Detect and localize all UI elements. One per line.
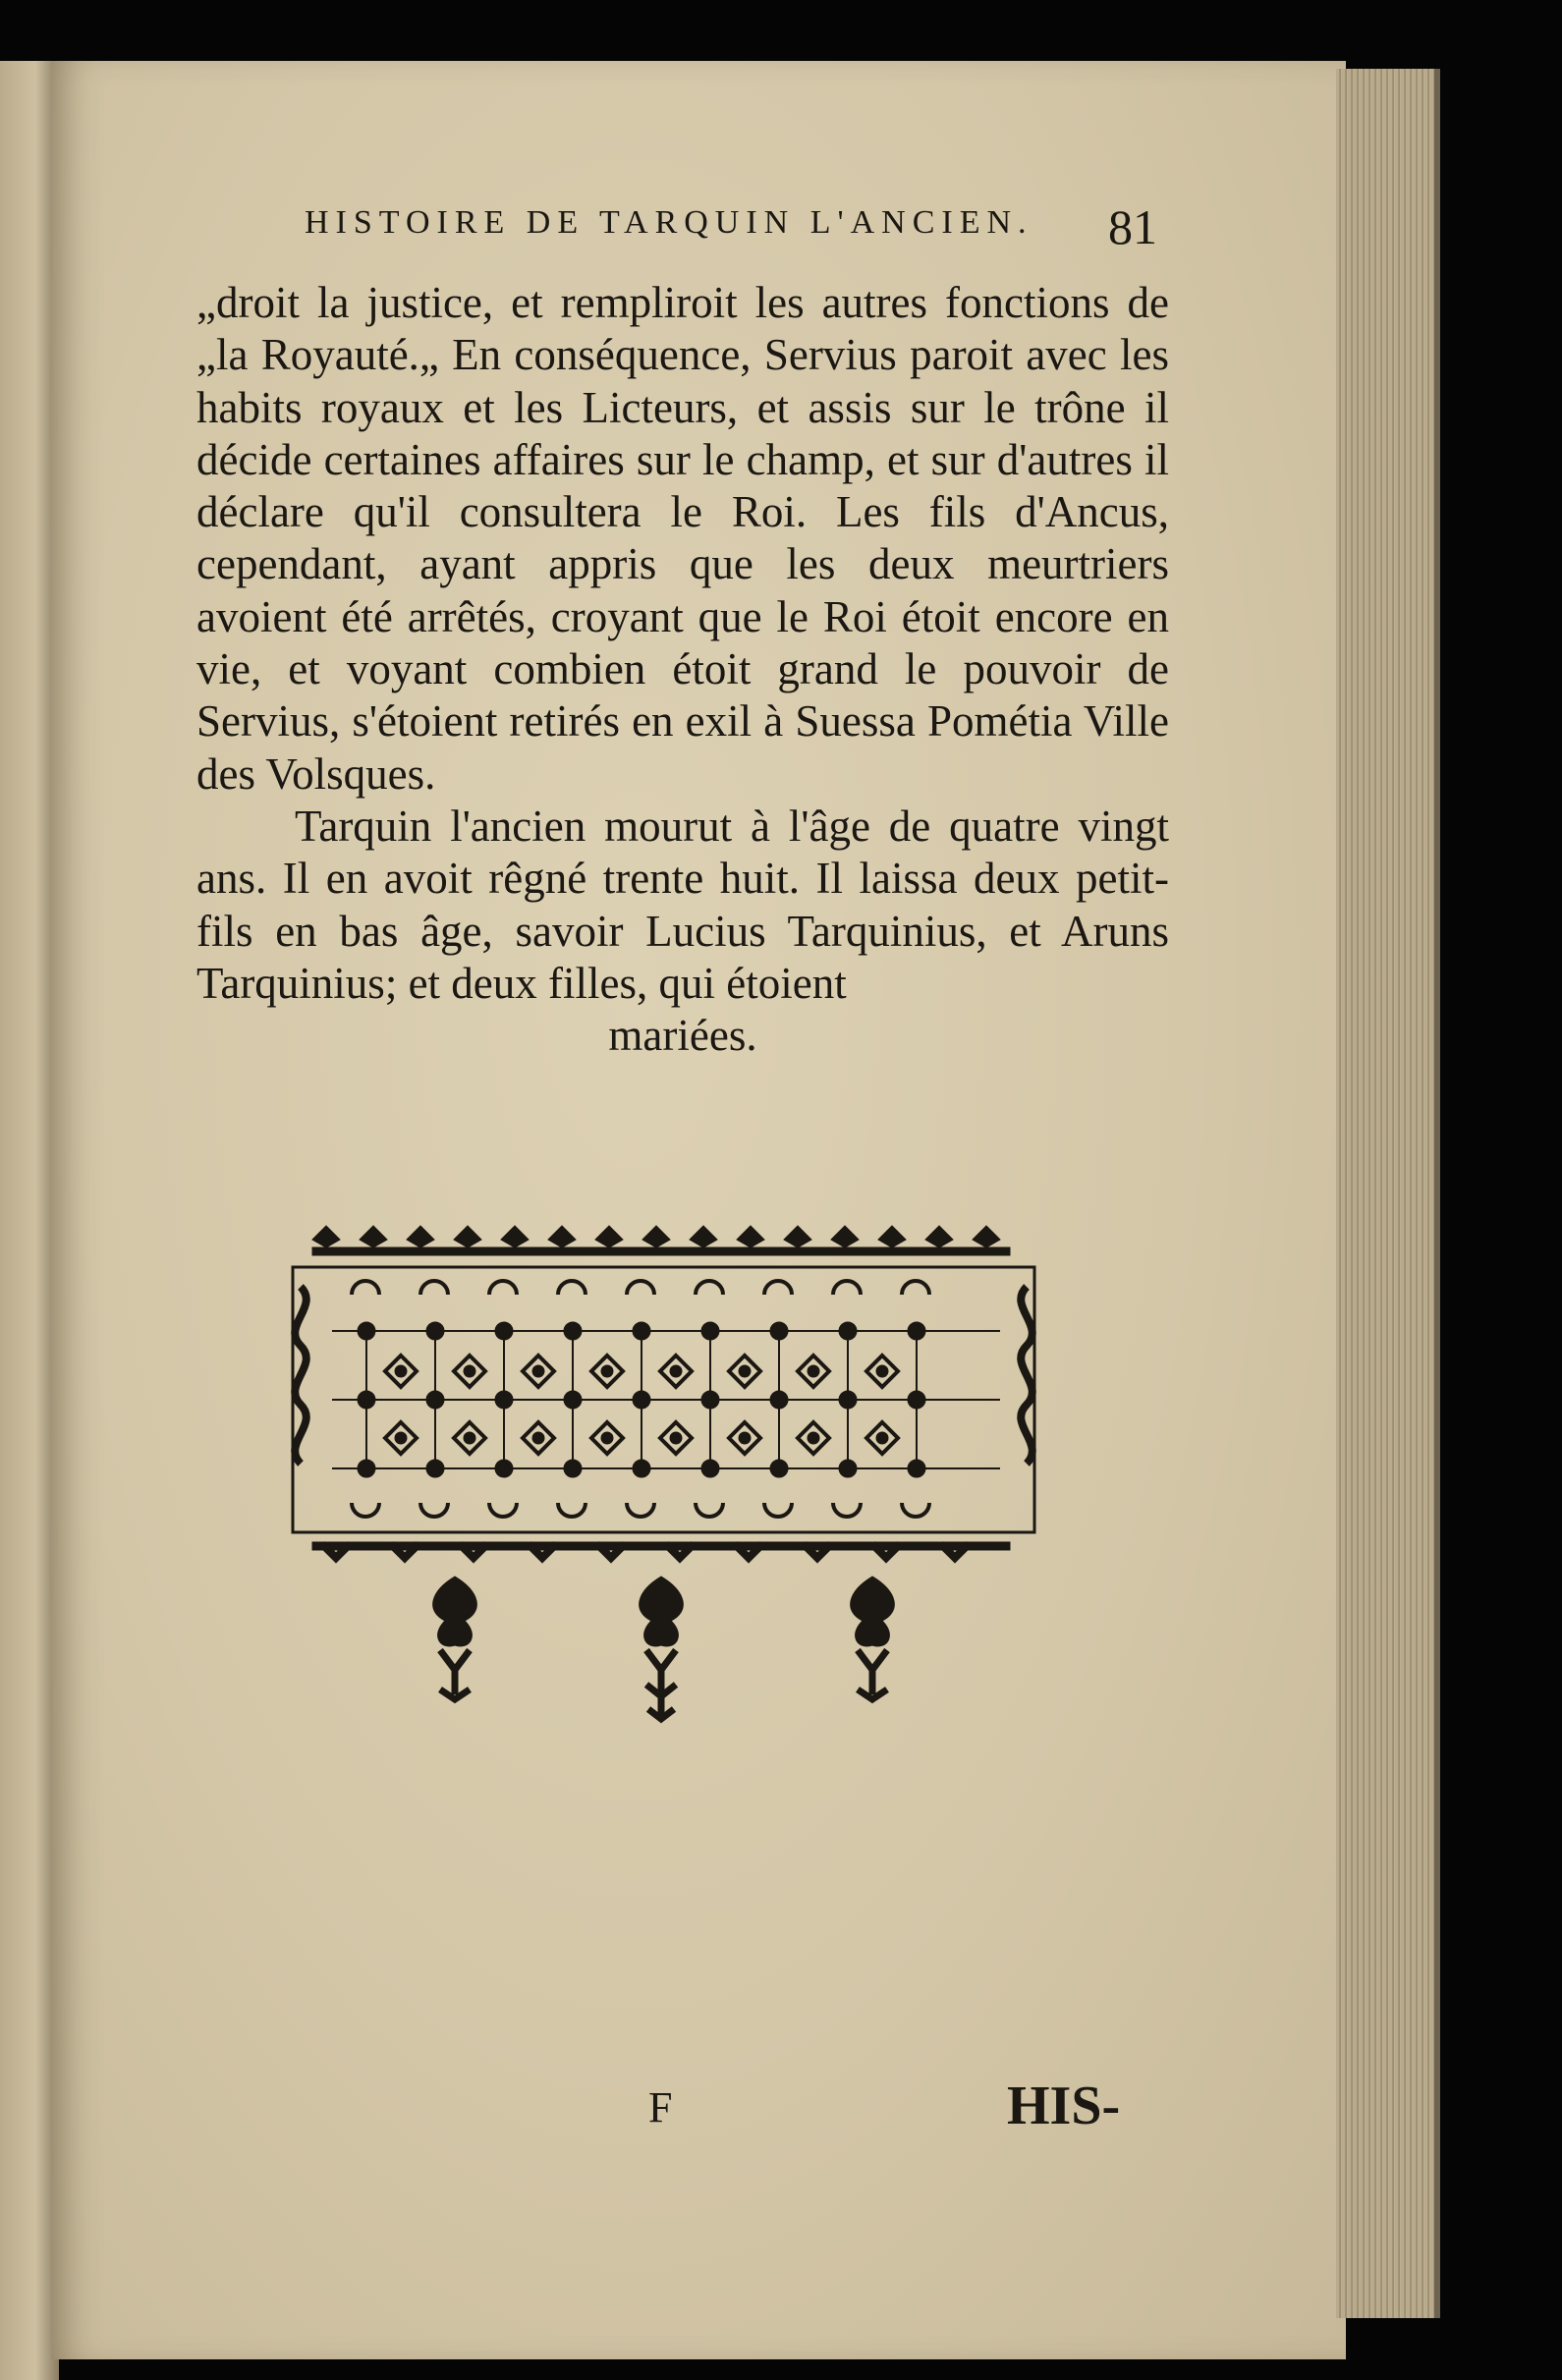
catchword: HIS- bbox=[1007, 2076, 1121, 2136]
running-header: HISTOIRE DE TARQUIN L'ANCIEN. bbox=[305, 204, 1033, 241]
ornament-top-border bbox=[312, 1226, 1010, 1255]
tailpiece-ornament bbox=[283, 1218, 1049, 1729]
body-text bbox=[196, 277, 1169, 1062]
paragraph: Tarquin l'ancien mourut à l'âge de quatre vingt ans. Il en avoit rêgné trente huit. Il laissa deux petit-fils en bas âge, savoir Lucius Tarquinius, et Aruns Tarquinius; et deux filles, qui étoient bbox=[196, 801, 1169, 1008]
ornament-lattice bbox=[332, 1281, 1000, 1517]
ornament-bottom-border bbox=[312, 1542, 1010, 1558]
page-number: 81 bbox=[1108, 199, 1157, 254]
facing-page-edge bbox=[0, 61, 59, 2380]
ornament-pendant-flowers bbox=[433, 1577, 895, 1719]
signature-mark: F bbox=[648, 2083, 673, 2131]
paragraph-end: mariées. bbox=[608, 1011, 757, 1061]
page-fore-edge bbox=[1336, 69, 1440, 2318]
paragraph: „droit la justice, et rempliroit les autres fonctions de „la Royauté.„ En conséquence, Servius paroit avec les habits royaux et les Licteurs, et assis sur le trône il décide certaines affaires sur le champ, et sur d'autres il déclare qu'il consultera le Roi. Les fils d'Ancus, cependant, ayant appris que les deux meurtriers avoient été arrêtés, croyant que le Roi étoit encore en vie, et voyant combien étoit grand le pouvoir de Servius, s'étoient retirés en exil à Suessa Pométia Ville des Volsques. bbox=[196, 278, 1169, 799]
